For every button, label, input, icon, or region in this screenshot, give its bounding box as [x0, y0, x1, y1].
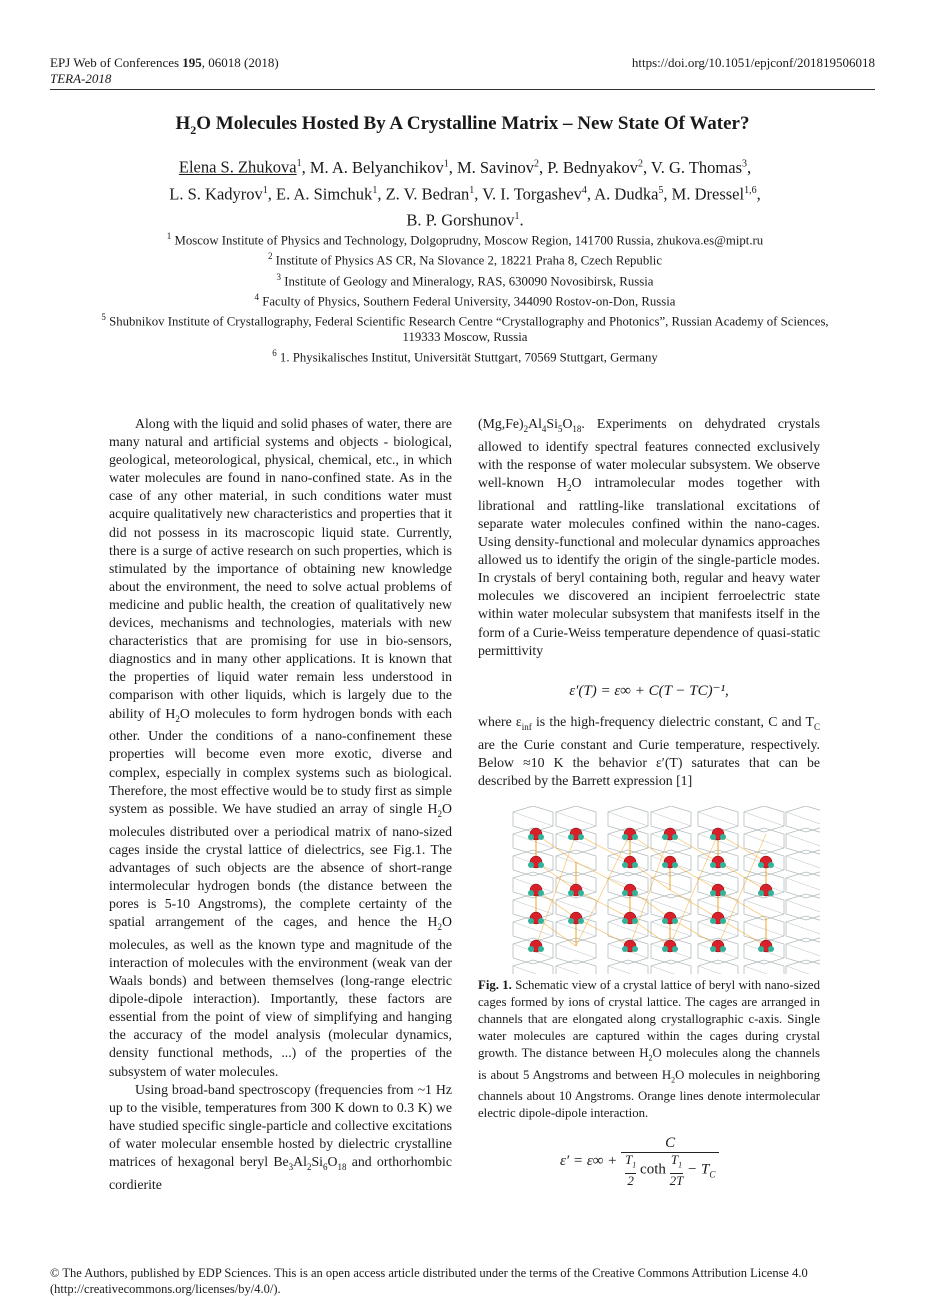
affiliation: $^6$ 1. Physikalisches Institut, Universität Stuttgart, 70569 Stuttgart, Germany	[272, 348, 658, 365]
corresponding-author: Elena S. Zhukova	[178, 157, 297, 177]
hydrogen-atom	[710, 834, 716, 840]
hydrogen-atom	[622, 918, 628, 924]
author-name: , M. Savinov	[448, 157, 534, 177]
barrett-equation: ε′ = ε∞ + C $\frac{T_1}{2}$ coth $\frac{T_1}{2T} - T_C$	[560, 1135, 820, 1188]
affiliation: $^2$ Institute of Physics AS CR, Na Slovance 2, 18221 Praha 8, Czech Republic	[267, 251, 663, 268]
hydrogen-atom	[758, 946, 764, 952]
hydrogen-atom	[632, 890, 638, 896]
paragraph-curie: where $\varepsilon_{inf}$ is the high-frequency dielectric constant, C and $T_C$ are the Curie constant and Curie temperature, respectively. Below ≈10 K the behavior ε′(T) saturates that can be described by the Barrett expression [1]	[478, 714, 820, 789]
affiliation-marker: 3	[742, 158, 747, 169]
paragraph-intro: Along with the liquid and solid phases of water, there are many natural and artificial systems and objects - biological, geological, meteorological, physical, chemical, etc., in which water molecules are found in nano-confined state. As in the case of any other material, in such conditions water must acquire qualitatively new characteristics and properties that it did not possess in its macroscopic liquid state. Currently, there is a surge of active research on such properties, which is stimulated by the importance of obtaining new knowledge about the environment, the need to solve actual problems of medicine and public health, the creation of qualitatively new devices, mechanisms and technologies, materials with new characteristics that are promising for use in bio-sensors, diagnostics and in many other applications. It is known that the properties of liquid water remain less understood in comparison with other liquids, which is largely due to the ability of $H_2O$ molecules to form hydrogen bonds with each other. Under the conditions of a nano-confinement these properties will become even more exotic, diverse and complex, especially in complex systems such as biological. Therefore, the most effective would be to study first as simple system as possible. We have studied an array of single $H_2O$ molecules distributed over a periodical matrix of nano-sized cages inside the crystal lattice of dielectrics, see Fig.1. The advantages of such objects are the absence of short-range intermolecular hydrogen bonds (the distance between the pores is 5-10 Angstroms), the complete certainty of the spatial arrangement of the cages, and hence the $H_2O$ molecules, as well as the known type and magnitude of the interaction of molecules with the environment (weak van der Waals bonds) and between themselves (long-range electric dipole-dipole interaction). Importantly, these factors are essential from the point of view of simplifying and hanging the accuracy of the model analysis (molecular dynamics, density functional methods, ...) of the properties of the subsystem of water molecules.	[109, 416, 453, 1079]
right-column	[478, 415, 820, 660]
hydrogen-atom	[528, 946, 534, 952]
hydrogen-atom	[662, 946, 668, 952]
paper-title: $H_2O$ Molecules Hosted By A Crystalline Matrix – New State Of Water?	[175, 113, 750, 137]
license-footer: © The Authors, published by EDP Sciences. This is an open access article distributed under the terms of the Creative Commons Attribution License 4.0 (http://creativecommons.org/licenses/by/4.0/).	[50, 1265, 875, 1297]
hydrogen-atom	[758, 862, 764, 868]
author-name: , P. Bednyakov	[538, 157, 638, 177]
hydrogen-atom	[768, 890, 774, 896]
author-line-2	[80, 179, 850, 206]
affiliation-marker: 1	[372, 184, 378, 196]
hydrogen-atom	[538, 890, 544, 896]
hydrogen-atom	[632, 862, 638, 868]
journal-citation: EPJ Web of Conferences 195, 06018 (2018)	[50, 55, 279, 70]
hydrogen-atom	[632, 918, 638, 924]
hydrogen-atom	[672, 862, 678, 868]
hydrogen-atom	[662, 862, 668, 868]
hydrogen-atom	[672, 834, 678, 840]
hydrogen-atom	[768, 946, 774, 952]
author-name: , A. Dudka	[586, 184, 659, 203]
hydrogen-atom	[720, 946, 726, 952]
affiliation-marker: 1	[469, 184, 475, 196]
hydrogen-atom	[720, 890, 726, 896]
affiliation-marker: 1	[443, 158, 449, 169]
author-name: L. S. Kadyrov	[169, 184, 263, 203]
author-name: , V. G. Thomas	[642, 157, 742, 177]
author-line-3: B. P. Gorshunov$^1$.	[406, 210, 524, 230]
author-name: , Z. V. Bedran	[377, 184, 470, 203]
left-column	[109, 415, 452, 1194]
hydrogen-atom	[578, 918, 584, 924]
affiliation-marker: 2	[637, 158, 643, 169]
hydrogen-atom	[568, 834, 574, 840]
hydrogen-atom	[578, 834, 584, 840]
affiliation: $^5$ Shubnikov Institute of Crystallography, Federal Scientific Research Centre “Crystallography and Photonics”, Russian Academy of Sciences, 119333 Moscow, Russia	[101, 312, 829, 345]
affiliation-marker: 4	[581, 184, 587, 196]
hydrogen-atom	[622, 890, 628, 896]
author-name: , M. A. Belyanchikov	[301, 157, 444, 177]
hydrogen-atom	[672, 918, 678, 924]
hydrogen-atom	[528, 890, 534, 896]
affiliation-marker: 1	[262, 184, 268, 196]
hydrogen-atom	[622, 834, 628, 840]
hydrogen-atom	[662, 918, 668, 924]
hydrogen-atom	[528, 918, 534, 924]
hydrogen-atom	[632, 946, 638, 952]
hydrogen-atom	[768, 862, 774, 868]
hydrogen-atom	[720, 834, 726, 840]
hydrogen-atom	[710, 918, 716, 924]
author-name: , E. A. Simchuk	[267, 184, 373, 203]
hydrogen-atom	[662, 834, 668, 840]
hydrogen-atom	[568, 918, 574, 924]
paragraph-methods: Using broad-band spectroscopy (frequencies from ~1 Hz up to the visible, temperatures from 300 K down to 0.3 K) we have studied specific single-particle and collective excitations of water molecular ensemble hosted by dielectric crystalline matrices of hexagonal beryl $Be_3Al_2Si_6O_{18}$ and orthorhombic cordierite	[109, 1081, 452, 1192]
affiliation: $^4$ Faculty of Physics, Southern Federal University, 344090 Rostov-on-Don, Russia	[254, 291, 676, 309]
affiliation-list	[95, 228, 835, 366]
hydrogen-atom	[578, 890, 584, 896]
beryl-lattice-figure	[508, 806, 820, 974]
author-line-1: Elena S. Zhukova$^1$, M. A. Belyanchikov$^1$, M. Savinov$^2$, P. Bednyakov$^2$, V. G. Thomas$^3$,	[178, 157, 752, 177]
author-name: , V. I. Torgashev	[474, 184, 582, 203]
hydrogen-atom	[720, 862, 726, 868]
hydrogen-atom	[568, 890, 574, 896]
author-name: ,	[747, 157, 752, 177]
hydrogen-atom	[710, 862, 716, 868]
hydrogen-atom	[710, 946, 716, 952]
hydrogen-atom	[538, 946, 544, 952]
author-name: , M. Dressel	[663, 184, 745, 203]
figure-caption: Fig. 1. Schematic view of a crystal lattice of beryl with nano-sized cages formed by ions of crystal lattice. The cages are arranged in channels that are elongated along crystallographic c-axis. Single water molecules are captured within the cages during crystal growth. The distance between $H_2O$ molecules along the channels is about 5 Angstroms and between $H_2O$ molecules in neighboring channels about 10 Angstroms. Orange lines denote intermolecular electric dipole-dipole interaction.	[478, 978, 821, 1121]
hydrogen-atom	[528, 862, 534, 868]
conference-name: TERA-2018	[50, 71, 112, 86]
curie-weiss-equation: ε′(T) = ε∞ + C(T − TC)⁻¹,	[569, 683, 729, 699]
paragraph-results: $(Mg,Fe)_2Al_4Si_5O_{18}$. Experiments on dehydrated crystals allowed to identify spectral features connected exclusively with the response of water molecular subsystem. We observe well-known $H_2O$ intramolecular modes together with librational and rattling-like translational excitations of separate water molecules confined within the nano-cages. Using density-functional and molecular dynamics approaches allowed us to identify the origin of the single-particle modes. In crystals of beryl containing both, regular and heavy water molecules we discovered an incipient ferroelectric state within water molecular subsystem that manifests itself in the form of a Curie-Weiss temperature dependence of quasi-static permittivity	[478, 416, 820, 658]
author-list	[80, 152, 850, 232]
hydrogen-atom	[632, 834, 638, 840]
header-rule	[50, 89, 875, 90]
author-name: ,	[756, 184, 761, 203]
hydrogen-atom	[622, 862, 628, 868]
license-link[interactable]: (http://creativecommons.org/licenses/by/4.0/).	[50, 1282, 281, 1296]
affiliation: $^3$ Institute of Geology and Mineralogy, RAS, 630090 Novosibirsk, Russia	[276, 271, 654, 288]
hydrogen-atom	[538, 834, 544, 840]
hydrogen-atom	[672, 946, 678, 952]
hydrogen-atom	[710, 890, 716, 896]
hydrogen-atom	[720, 918, 726, 924]
hydrogen-atom	[622, 946, 628, 952]
hydrogen-atom	[758, 890, 764, 896]
hydrogen-atom	[538, 862, 544, 868]
affiliation: $^1$ Moscow Institute of Physics and Technology, Dolgoprudny, Moscow Region, 141700 Russia, zhukova.es@mipt.ru	[166, 231, 764, 248]
affiliation-marker: 2	[533, 158, 539, 169]
hydrogen-atom	[528, 834, 534, 840]
affiliation-marker: 1,6	[744, 184, 757, 196]
affiliation-marker: 5	[658, 184, 664, 196]
doi-link[interactable]: https://doi.org/10.1051/epjconf/201819506018	[631, 55, 875, 70]
hydrogen-atom	[538, 918, 544, 924]
